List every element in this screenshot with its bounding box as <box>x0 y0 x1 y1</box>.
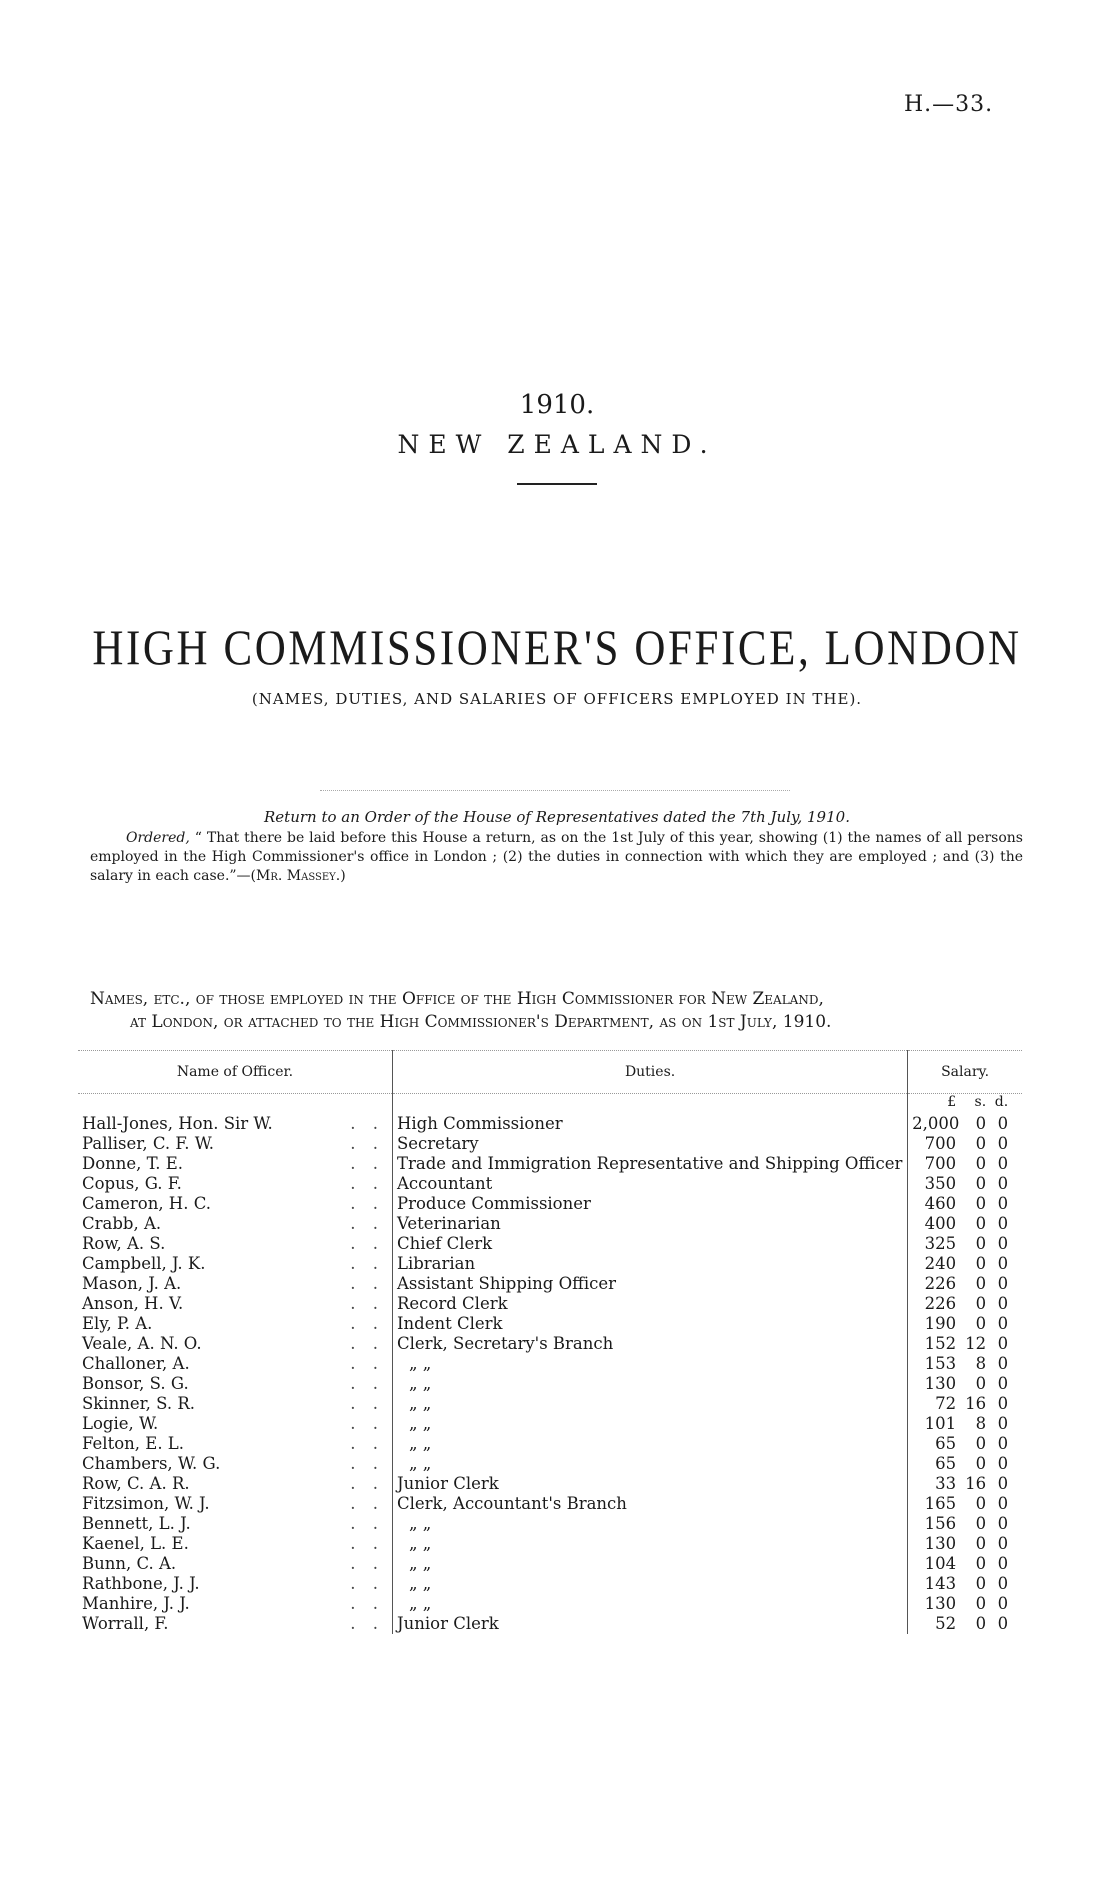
table-heading <box>90 988 1020 1034</box>
salary-shillings: 0 <box>975 1454 987 1473</box>
table-row <box>78 1334 1022 1354</box>
officer-name: Row, C. A. R. <box>82 1474 190 1493</box>
unit-pounds: £ <box>947 1094 957 1110</box>
salary-pence: 0 <box>997 1154 1009 1173</box>
duty: „ „ <box>408 1354 432 1373</box>
salary-pounds: 226 <box>924 1294 957 1313</box>
salary-cell <box>908 1314 1022 1334</box>
dot-leader: . . <box>350 1594 384 1613</box>
salary-pounds: 190 <box>924 1314 957 1333</box>
officer-name: Skinner, S. R. <box>82 1394 196 1413</box>
duty-cell <box>392 1434 907 1454</box>
duty: Librarian <box>396 1254 476 1273</box>
officer-name-cell <box>78 1174 392 1194</box>
salary-shillings: 0 <box>975 1574 987 1593</box>
duty: Chief Clerk <box>396 1234 493 1253</box>
salary-pence: 0 <box>997 1454 1009 1473</box>
officer-name-cell <box>78 1334 392 1354</box>
duty-cell <box>392 1554 907 1574</box>
duty-cell <box>392 1454 907 1474</box>
salary-pence: 0 <box>997 1274 1009 1293</box>
salary-shillings: 12 <box>965 1334 987 1353</box>
dot-leader: . . <box>350 1554 384 1573</box>
table-row <box>78 1234 1022 1254</box>
officer-name: Bunn, C. A. <box>82 1554 177 1573</box>
officer-name-cell <box>78 1314 392 1334</box>
salary-pounds: 700 <box>924 1154 957 1173</box>
officer-name-cell <box>78 1554 392 1574</box>
dot-leader: . . <box>350 1534 384 1553</box>
table-heading-line2: at London, or attached to the High Commissioner's Department, as on 1st July, 1910. <box>130 1012 832 1032</box>
duty: „ „ <box>408 1454 432 1473</box>
duty-cell <box>392 1494 907 1514</box>
dot-leader: . . <box>350 1334 384 1353</box>
duty-cell <box>392 1294 907 1314</box>
salary-cell <box>908 1354 1022 1374</box>
salary-cell <box>908 1554 1022 1574</box>
page-title: HIGH COMMISSIONER'S OFFICE, LONDON <box>92 619 1022 675</box>
salary-pence: 0 <box>997 1614 1009 1633</box>
salary-pounds: 130 <box>924 1374 957 1393</box>
officer-name-cell <box>78 1274 392 1294</box>
duty-cell <box>392 1134 907 1154</box>
duty: „ „ <box>408 1554 432 1573</box>
officer-name: Crabb, A. <box>82 1214 162 1233</box>
salary-pounds: 101 <box>924 1414 957 1433</box>
salary-shillings: 0 <box>975 1494 987 1513</box>
salary-shillings: 0 <box>975 1314 987 1333</box>
table-row <box>78 1454 1022 1474</box>
officers-table <box>78 1050 1022 1634</box>
duty: Produce Commissioner <box>396 1194 591 1213</box>
unit-pence: d. <box>994 1094 1009 1110</box>
page-subtitle: (NAMES, DUTIES, AND SALARIES OF OFFICERS EMPLOYED IN THE). <box>251 690 863 708</box>
officer-name-cell <box>78 1214 392 1234</box>
salary-pence: 0 <box>997 1174 1009 1193</box>
salary-pence: 0 <box>997 1234 1009 1253</box>
salary-pence: 0 <box>997 1574 1009 1593</box>
salary-shillings: 0 <box>975 1614 987 1633</box>
dot-leader: . . <box>350 1134 384 1153</box>
duty: Junior Clerk <box>396 1614 499 1633</box>
salary-pence: 0 <box>997 1394 1009 1413</box>
table-row <box>78 1474 1022 1494</box>
officer-name: Donne, T. E. <box>82 1154 184 1173</box>
duty-cell <box>392 1534 907 1554</box>
table-row <box>78 1554 1022 1574</box>
table-heading-line1: Names, etc., of those employed in the Office of the High Commissioner for New Zealand, <box>90 989 824 1009</box>
salary-shillings: 8 <box>975 1414 987 1433</box>
officer-name-cell <box>78 1514 392 1534</box>
officer-name: Kaenel, L. E. <box>82 1534 189 1553</box>
duty-cell <box>392 1374 907 1394</box>
salary-cell <box>908 1154 1022 1174</box>
dot-leader: . . <box>350 1314 384 1333</box>
dot-leader: . . <box>350 1374 384 1393</box>
table-row <box>78 1314 1022 1334</box>
officer-name: Manhire, J. J. <box>82 1594 190 1613</box>
salary-cell <box>908 1514 1022 1534</box>
salary-cell <box>908 1114 1022 1134</box>
col-name-header: Name of Officer. <box>78 1051 392 1094</box>
duty: „ „ <box>408 1574 432 1593</box>
col-salary-header: Salary. <box>908 1051 1022 1094</box>
salary-pounds: 52 <box>935 1614 957 1633</box>
salary-pence: 0 <box>997 1534 1009 1553</box>
salary-shillings: 0 <box>975 1594 987 1613</box>
dot-leader: . . <box>350 1614 384 1633</box>
duty-cell <box>392 1314 907 1334</box>
duty: „ „ <box>408 1534 432 1553</box>
officer-name: Palliser, C. F. W. <box>82 1134 215 1153</box>
salary-cell <box>908 1274 1022 1294</box>
duty: „ „ <box>408 1374 432 1393</box>
salary-shillings: 0 <box>975 1154 987 1173</box>
salary-pence: 0 <box>997 1594 1009 1613</box>
units-row <box>78 1094 1022 1115</box>
dot-leader: . . <box>350 1114 384 1133</box>
officer-name-cell <box>78 1394 392 1414</box>
officer-name-cell <box>78 1614 392 1634</box>
salary-pence: 0 <box>997 1334 1009 1353</box>
salary-shillings: 0 <box>975 1554 987 1573</box>
duty-cell <box>392 1274 907 1294</box>
dot-leader: . . <box>350 1174 384 1193</box>
duty-cell <box>392 1514 907 1534</box>
officer-name-cell <box>78 1414 392 1434</box>
officer-name: Logie, W. <box>82 1414 159 1433</box>
salary-pounds: 165 <box>924 1494 957 1513</box>
duty: Veterinarian <box>396 1214 501 1233</box>
salary-pounds: 2,000 <box>912 1114 960 1133</box>
salary-shillings: 0 <box>975 1374 987 1393</box>
duty-cell <box>392 1174 907 1194</box>
salary-pence: 0 <box>997 1494 1009 1513</box>
salary-shillings: 0 <box>975 1434 987 1453</box>
salary-cell <box>908 1414 1022 1434</box>
duty: Record Clerk <box>396 1294 508 1313</box>
table-row <box>78 1214 1022 1234</box>
salary-shillings: 0 <box>975 1274 987 1293</box>
officer-name-cell <box>78 1134 392 1154</box>
dot-leader: . . <box>350 1274 384 1293</box>
salary-pence: 0 <box>997 1214 1009 1233</box>
officer-name: Challoner, A. <box>82 1354 190 1373</box>
salary-shillings: 0 <box>975 1114 987 1133</box>
duty-cell <box>392 1594 907 1614</box>
salary-pence: 0 <box>997 1514 1009 1533</box>
table-row <box>78 1574 1022 1594</box>
duty-cell <box>392 1354 907 1374</box>
salary-shillings: 0 <box>975 1534 987 1553</box>
officer-name-cell <box>78 1114 392 1134</box>
salary-pounds: 65 <box>935 1434 957 1453</box>
order-close: ) <box>340 868 346 884</box>
table-row <box>78 1174 1022 1194</box>
officer-name: Anson, H. V. <box>82 1294 184 1313</box>
officer-name: Veale, A. N. O. <box>82 1334 202 1353</box>
salary-pence: 0 <box>997 1354 1009 1373</box>
salary-cell <box>908 1614 1022 1634</box>
dot-leader: . . <box>350 1214 384 1233</box>
duty: Clerk, Secretary's Branch <box>396 1334 614 1353</box>
officer-name-cell <box>78 1294 392 1314</box>
salary-pence: 0 <box>997 1314 1009 1333</box>
officer-name-cell <box>78 1454 392 1474</box>
divider <box>517 483 597 485</box>
officer-name-cell <box>78 1434 392 1454</box>
salary-pounds: 33 <box>935 1474 957 1493</box>
duty-cell <box>392 1474 907 1494</box>
salary-cell <box>908 1254 1022 1274</box>
dot-leader: . . <box>350 1234 384 1253</box>
salary-shillings: 0 <box>975 1134 987 1153</box>
dot-leader: . . <box>350 1454 384 1473</box>
salary-cell <box>908 1374 1022 1394</box>
salary-cell <box>908 1214 1022 1234</box>
officer-name-cell <box>78 1534 392 1554</box>
dot-leader: . . <box>350 1194 384 1213</box>
officer-name-cell <box>78 1194 392 1214</box>
salary-pounds: 130 <box>924 1534 957 1553</box>
salary-cell <box>908 1534 1022 1554</box>
officer-name: Ely, P. A. <box>82 1314 153 1333</box>
table-row <box>78 1374 1022 1394</box>
salary-pounds: 350 <box>924 1174 957 1193</box>
salary-cell <box>908 1294 1022 1314</box>
duty-cell <box>392 1214 907 1234</box>
duty-cell <box>392 1254 907 1274</box>
salary-pounds: 156 <box>924 1514 957 1533</box>
salary-cell <box>908 1234 1022 1254</box>
salary-cell <box>908 1594 1022 1614</box>
salary-pounds: 240 <box>924 1254 957 1273</box>
table-row <box>78 1194 1022 1214</box>
dot-leader: . . <box>350 1574 384 1593</box>
duty: „ „ <box>408 1394 432 1413</box>
officer-name-cell <box>78 1154 392 1174</box>
table-row <box>78 1514 1022 1534</box>
officer-name-cell <box>78 1574 392 1594</box>
salary-cell <box>908 1174 1022 1194</box>
officer-name-cell <box>78 1374 392 1394</box>
officer-name-cell <box>78 1234 392 1254</box>
dotted-divider <box>320 790 790 791</box>
salary-cell <box>908 1134 1022 1154</box>
ordered-label: Ordered, <box>126 830 190 846</box>
officer-name: Row, A. S. <box>82 1234 166 1253</box>
table-row <box>78 1534 1022 1554</box>
duty-cell <box>392 1574 907 1594</box>
salary-pence: 0 <box>997 1114 1009 1133</box>
table-row <box>78 1414 1022 1434</box>
dot-leader: . . <box>350 1154 384 1173</box>
duty-cell <box>392 1614 907 1634</box>
dot-leader: . . <box>350 1254 384 1273</box>
duty-cell <box>392 1154 907 1174</box>
duty: Trade and Immigration Representative and Shipping Officer <box>396 1154 903 1173</box>
salary-pounds: 143 <box>924 1574 957 1593</box>
table-row <box>78 1394 1022 1414</box>
table-row <box>78 1114 1022 1134</box>
dot-leader: . . <box>350 1414 384 1433</box>
duty: Accountant <box>396 1174 493 1193</box>
officer-name: Bonsor, S. G. <box>82 1374 189 1393</box>
duty: Secretary <box>396 1134 479 1153</box>
table-row <box>78 1494 1022 1514</box>
dot-leader: . . <box>350 1434 384 1453</box>
duty: Assistant Shipping Officer <box>396 1274 617 1293</box>
duty: „ „ <box>408 1434 432 1453</box>
salary-pence: 0 <box>997 1294 1009 1313</box>
table-row <box>78 1254 1022 1274</box>
salary-shillings: 8 <box>975 1354 987 1373</box>
salary-pence: 0 <box>997 1194 1009 1213</box>
duty-cell <box>392 1234 907 1254</box>
duty-cell <box>392 1194 907 1214</box>
col-duties-header: Duties. <box>392 1051 907 1094</box>
salary-shillings: 0 <box>975 1294 987 1313</box>
officer-name: Felton, E. L. <box>82 1434 185 1453</box>
officer-name-cell <box>78 1594 392 1614</box>
salary-cell <box>908 1394 1022 1414</box>
salary-pounds: 152 <box>924 1334 957 1353</box>
table-row <box>78 1614 1022 1634</box>
dot-leader: . . <box>350 1494 384 1513</box>
salary-shillings: 0 <box>975 1234 987 1253</box>
order-body: “ That there be laid before this House a return, as on the 1st July of this year, showing (1) the names of all persons employed in the High Commissioner's office in London ; (2) the duties in connection with which they are employed ; and (3) the salary in each case.”—( <box>90 830 1023 884</box>
dot-leader: . . <box>350 1354 384 1373</box>
officer-name: Chambers, W. G. <box>82 1454 221 1473</box>
salary-pence: 0 <box>997 1434 1009 1453</box>
salary-shillings: 0 <box>975 1254 987 1273</box>
year: 1910. <box>519 390 595 420</box>
duty: Indent Clerk <box>396 1314 503 1333</box>
officer-name: Cameron, H. C. <box>82 1194 211 1213</box>
duty-cell <box>392 1114 907 1134</box>
salary-pence: 0 <box>997 1374 1009 1393</box>
order-text <box>90 829 1023 886</box>
salary-pence: 0 <box>997 1414 1009 1433</box>
salary-cell <box>908 1494 1022 1514</box>
salary-pounds: 153 <box>924 1354 957 1373</box>
dot-leader: . . <box>350 1474 384 1493</box>
order-heading: Return to an Order of the House of Representatives dated the 7th July, 1910. <box>264 808 850 826</box>
duty: „ „ <box>408 1514 432 1533</box>
salary-shillings: 0 <box>975 1514 987 1533</box>
salary-shillings: 0 <box>975 1174 987 1193</box>
officer-name-cell <box>78 1494 392 1514</box>
salary-pounds: 325 <box>924 1234 957 1253</box>
salary-pounds: 130 <box>924 1594 957 1613</box>
duty-cell <box>392 1334 907 1354</box>
officer-name-cell <box>78 1354 392 1374</box>
salary-cell <box>908 1454 1022 1474</box>
salary-pence: 0 <box>997 1254 1009 1273</box>
salary-pounds: 226 <box>924 1274 957 1293</box>
order-mover: Mr. Massey. <box>256 868 341 884</box>
officer-name: Mason, J. A. <box>82 1274 182 1293</box>
officer-name-cell <box>78 1254 392 1274</box>
duty: „ „ <box>408 1594 432 1613</box>
table-header-row <box>78 1051 1022 1094</box>
officer-name: Rathbone, J. J. <box>82 1574 200 1593</box>
dot-leader: . . <box>350 1394 384 1413</box>
dot-leader: . . <box>350 1514 384 1533</box>
salary-pence: 0 <box>997 1554 1009 1573</box>
salary-pounds: 72 <box>935 1394 957 1413</box>
dot-leader: . . <box>350 1294 384 1313</box>
country: NEW ZEALAND. <box>397 430 717 459</box>
salary-shillings: 0 <box>975 1214 987 1233</box>
salary-pounds: 400 <box>924 1214 957 1233</box>
document-reference: H.—33. <box>904 92 994 117</box>
duty: „ „ <box>408 1414 432 1433</box>
table-row <box>78 1434 1022 1454</box>
duty: Junior Clerk <box>396 1474 499 1493</box>
duty-cell <box>392 1394 907 1414</box>
salary-shillings: 16 <box>965 1474 987 1493</box>
officer-name: Campbell, J. K. <box>82 1254 206 1273</box>
salary-pounds: 104 <box>924 1554 957 1573</box>
salary-pounds: 65 <box>935 1454 957 1473</box>
officer-name: Fitzsimon, W. J. <box>82 1494 210 1513</box>
duty: Clerk, Accountant's Branch <box>396 1494 627 1513</box>
duty-cell <box>392 1414 907 1434</box>
salary-cell <box>908 1334 1022 1354</box>
salary-cell <box>908 1194 1022 1214</box>
salary-shillings: 0 <box>975 1194 987 1213</box>
salary-cell <box>908 1434 1022 1454</box>
table-row <box>78 1594 1022 1614</box>
officer-name: Worrall, F. <box>82 1614 169 1633</box>
officer-name: Bennett, L. J. <box>82 1514 191 1533</box>
salary-cell <box>908 1474 1022 1494</box>
salary-pounds: 700 <box>924 1134 957 1153</box>
duty: High Commissioner <box>396 1114 563 1133</box>
salary-pounds: 460 <box>924 1194 957 1213</box>
salary-pence: 0 <box>997 1474 1009 1493</box>
salary-pence: 0 <box>997 1134 1009 1153</box>
officer-name-cell <box>78 1474 392 1494</box>
officer-name: Copus, G. F. <box>82 1174 182 1193</box>
salary-cell <box>908 1574 1022 1594</box>
salary-shillings: 16 <box>965 1394 987 1413</box>
table-row <box>78 1294 1022 1314</box>
table-row <box>78 1274 1022 1294</box>
table-row <box>78 1154 1022 1174</box>
officer-name: Hall-Jones, Hon. Sir W. <box>82 1114 273 1133</box>
table-row <box>78 1354 1022 1374</box>
table-row <box>78 1134 1022 1154</box>
unit-shillings: s. <box>974 1094 987 1110</box>
